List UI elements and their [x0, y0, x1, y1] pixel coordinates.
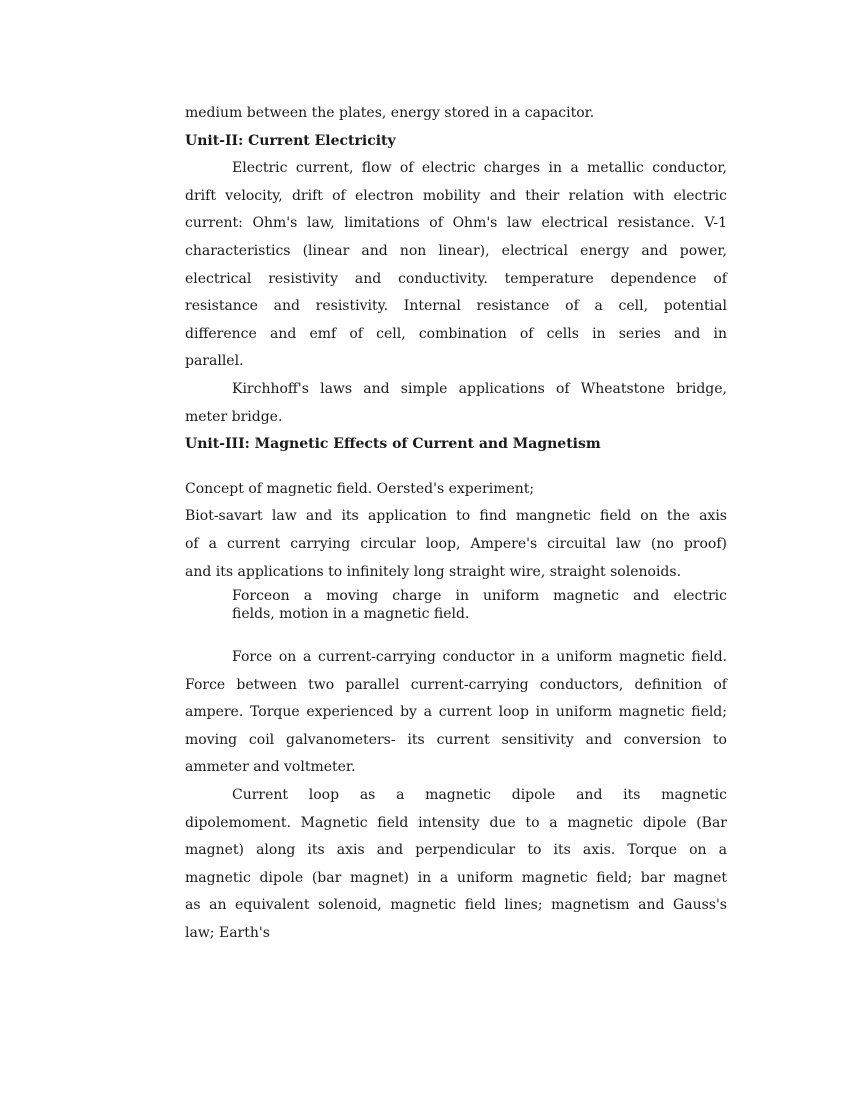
text-line: fields, motion in a magnetic field.: [232, 606, 470, 623]
document-body: [185, 101, 727, 949]
paragraph-force-conductor: [185, 645, 727, 783]
paragraph-moving-charge: [185, 587, 727, 623]
text-line: difference and emf of cell, combination of cells in series and in: [185, 325, 727, 342]
section-heading-unit-2: Unit-II: Current Electricity: [185, 132, 396, 149]
text-line: resistance and resistivity. Internal resistance of a cell, potential: [185, 298, 727, 315]
text-line: moving coil galvanometers- its current sensitivity and conversion to: [185, 731, 727, 748]
text-line: Concept of magnetic field. Oersted's experiment;: [185, 480, 535, 497]
text-line: parallel.: [185, 353, 244, 370]
spacer: [185, 623, 727, 645]
text-line: Biot-savart law and its application to find mangnetic field on the axis: [185, 508, 727, 525]
text-line: drift velocity, drift of electron mobility and their relation with electric: [185, 187, 727, 204]
text-line: medium between the plates, energy stored in a capacitor.: [185, 105, 595, 121]
text-line: electrical resistivity and conductivity. temperature dependence of: [185, 270, 727, 287]
spacer: [185, 460, 727, 477]
text-line: ampere. Torque experienced by a current loop in uniform magnetic field;: [185, 704, 727, 721]
text-line: magnetic dipole (bar magnet) in a uniform magnetic field; bar magnet: [185, 869, 727, 886]
text-line: Electric current, flow of electric charges in a metallic conductor,: [232, 160, 727, 177]
text-line: magnet) along its axis and perpendicular to its axis. Torque on a: [185, 842, 727, 859]
text-line: meter bridge.: [185, 408, 283, 425]
text-line: dipolemoment. Magnetic field intensity due to a magnetic dipole (Bar: [185, 814, 727, 831]
text-line: Kirchhoff's laws and simple applications of Wheatstone bridge,: [232, 380, 727, 397]
text-line: of a current carrying circular loop, Ampere's circuital law (no proof): [185, 535, 727, 552]
section-heading-unit-3: Unit-III: Magnetic Effects of Current and Magnetism: [185, 436, 601, 453]
paragraph-magnetic-dipole: [185, 783, 727, 949]
text-line: Force on a current-carrying conductor in a uniform magnetic field.: [232, 649, 727, 666]
text-line: Forceon a moving charge in uniform magnetic and electric: [232, 588, 727, 605]
paragraph-current-electricity: [185, 156, 727, 377]
text-line: current: Ohm's law, limitations of Ohm's law electrical resistance. V-1: [185, 215, 727, 232]
text-line: Force between two parallel current-carrying conductors, definition of: [185, 676, 727, 693]
text-line: law; Earth's: [185, 925, 270, 942]
text-line: ammeter and voltmeter.: [185, 759, 356, 776]
text-line: Current loop as a magnetic dipole and its magnetic: [232, 787, 727, 804]
text-line: as an equivalent solenoid, magnetic field lines; magnetism and Gauss's: [185, 897, 727, 914]
text-line: characteristics (linear and non linear), electrical energy and power,: [185, 242, 727, 259]
paragraph-kirchhoff: [185, 377, 727, 432]
text-line: and its applications to infinitely long straight wire, straight solenoids.: [185, 563, 682, 580]
paragraph-biot-savart: [185, 504, 727, 587]
